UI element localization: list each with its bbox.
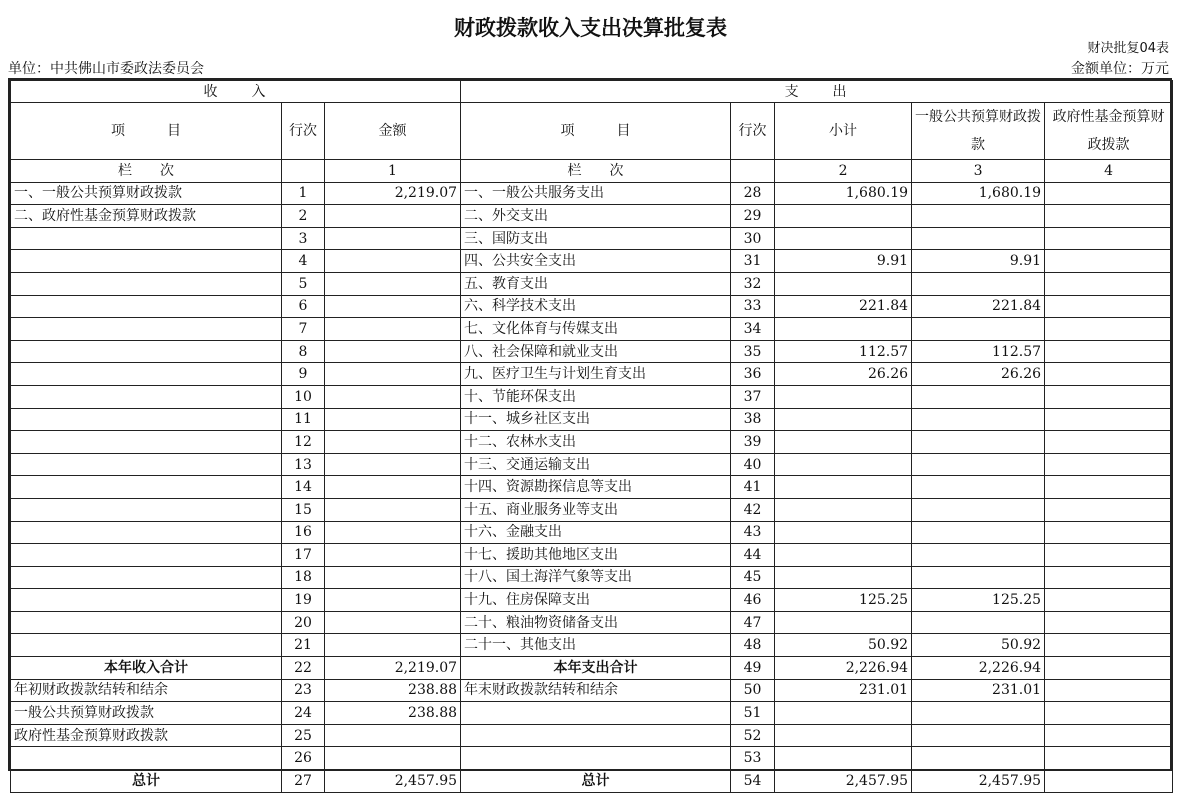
column-header-row <box>11 103 1173 160</box>
expense-item-cell: 十、节能环保支出 <box>461 385 731 408</box>
subtotal-cell: 50.92 <box>775 634 912 657</box>
income-line-no-cell: 9 <box>282 363 325 386</box>
table-row <box>11 498 1173 521</box>
fund-budget-cell <box>1045 205 1173 228</box>
income-section-header: 收 入 <box>11 81 461 103</box>
expense-item-cell: 一、一般公共服务支出 <box>461 182 731 205</box>
expense-line-no-cell: 34 <box>731 318 775 341</box>
subtotal-cell <box>775 747 912 770</box>
expense-line-no-cell: 29 <box>731 205 775 228</box>
income-amount-cell <box>325 318 461 341</box>
subtotal-cell <box>775 476 912 499</box>
general-budget-cell: 221.84 <box>912 295 1045 318</box>
general-budget-cell: 125.25 <box>912 589 1045 612</box>
expense-section-header: 支 出 <box>461 81 1173 103</box>
general-budget-cell <box>912 521 1045 544</box>
fund-budget-cell <box>1045 521 1173 544</box>
general-budget-cell <box>912 408 1045 431</box>
general-budget-cell <box>912 544 1045 567</box>
expense-line-no-cell: 53 <box>731 747 775 770</box>
expense-line-no-cell: 41 <box>731 476 775 499</box>
income-amount-header: 金额 <box>325 103 461 160</box>
income-line-no-cell: 17 <box>282 544 325 567</box>
expense-line-no-cell: 49 <box>731 657 775 680</box>
expense-item-cell: 二、外交支出 <box>461 205 731 228</box>
income-amount-cell <box>325 340 461 363</box>
income-line-no-cell: 18 <box>282 566 325 589</box>
income-item-cell <box>11 340 282 363</box>
income-amount-cell <box>325 272 461 295</box>
income-item-cell: 总计 <box>11 770 282 793</box>
page-title: 财政拨款收入支出决算批复表 <box>454 16 727 40</box>
column-number-3: 3 <box>912 160 1045 183</box>
subtotal-cell <box>775 318 912 341</box>
expense-item-cell: 总计 <box>461 770 731 793</box>
expense-line-no-cell: 38 <box>731 408 775 431</box>
income-line-no-cell: 27 <box>282 770 325 793</box>
fund-budget-cell <box>1045 770 1173 793</box>
table-row <box>11 385 1173 408</box>
general-budget-header: 一般公共预算财政拨款 <box>912 103 1045 160</box>
expense-item-cell: 三、国防支出 <box>461 227 731 250</box>
income-amount-cell: 238.88 <box>325 702 461 725</box>
expense-item-cell: 十一、城乡社区支出 <box>461 408 731 431</box>
income-item-cell <box>11 634 282 657</box>
table-row <box>11 770 1173 793</box>
fund-budget-cell <box>1045 747 1173 770</box>
table-row <box>11 724 1173 747</box>
expense-line-no-cell: 33 <box>731 295 775 318</box>
fund-budget-header: 政府性基金预算财政拨款 <box>1045 103 1173 160</box>
table-row <box>11 521 1173 544</box>
income-item-cell <box>11 295 282 318</box>
general-budget-cell <box>912 272 1045 295</box>
general-budget-cell <box>912 227 1045 250</box>
income-amount-cell <box>325 476 461 499</box>
column-number-4: 4 <box>1045 160 1173 183</box>
income-item-cell: 一、一般公共预算财政拨款 <box>11 182 282 205</box>
expense-item-cell: 十七、援助其他地区支出 <box>461 544 731 567</box>
expense-item-cell: 十三、交通运输支出 <box>461 453 731 476</box>
table-row <box>11 295 1173 318</box>
approval-table <box>10 80 1173 793</box>
expense-line-no-cell: 47 <box>731 611 775 634</box>
expense-line-no-cell: 44 <box>731 544 775 567</box>
income-item-cell <box>11 589 282 612</box>
fund-budget-cell <box>1045 408 1173 431</box>
expense-item-cell: 十九、住房保障支出 <box>461 589 731 612</box>
expense-item-cell: 十五、商业服务业等支出 <box>461 498 731 521</box>
subtotal-cell <box>775 724 912 747</box>
income-line-no-cell: 24 <box>282 702 325 725</box>
empty-cell <box>282 160 325 183</box>
income-amount-cell <box>325 363 461 386</box>
subtotal-cell <box>775 566 912 589</box>
income-amount-cell: 2,219.07 <box>325 182 461 205</box>
expense-item-cell <box>461 724 731 747</box>
income-amount-cell <box>325 408 461 431</box>
income-amount-cell <box>325 250 461 273</box>
fund-budget-cell <box>1045 453 1173 476</box>
expense-item-cell: 六、科学技术支出 <box>461 295 731 318</box>
income-amount-cell <box>325 205 461 228</box>
income-amount-cell <box>325 566 461 589</box>
expense-line-no-cell: 39 <box>731 431 775 454</box>
table-row <box>11 182 1173 205</box>
subtotal-cell: 231.01 <box>775 679 912 702</box>
general-budget-cell: 2,226.94 <box>912 657 1045 680</box>
expense-line-no-cell: 42 <box>731 498 775 521</box>
fund-budget-cell <box>1045 318 1173 341</box>
income-amount-cell <box>325 385 461 408</box>
expense-item-cell: 八、社会保障和就业支出 <box>461 340 731 363</box>
subtotal-cell <box>775 521 912 544</box>
income-line-no-cell: 10 <box>282 385 325 408</box>
income-amount-cell <box>325 227 461 250</box>
general-budget-cell <box>912 611 1045 634</box>
fund-budget-cell <box>1045 340 1173 363</box>
income-line-no-cell: 7 <box>282 318 325 341</box>
income-item-cell <box>11 250 282 273</box>
table-row <box>11 318 1173 341</box>
income-line-no-cell: 23 <box>282 679 325 702</box>
income-item-cell <box>11 453 282 476</box>
expense-line-no-cell: 54 <box>731 770 775 793</box>
income-item-cell <box>11 747 282 770</box>
income-item-cell <box>11 272 282 295</box>
income-item-cell: 本年收入合计 <box>11 657 282 680</box>
general-budget-cell <box>912 318 1045 341</box>
income-line-no-cell: 20 <box>282 611 325 634</box>
table-row <box>11 340 1173 363</box>
table-row <box>11 250 1173 273</box>
general-budget-cell <box>912 476 1045 499</box>
fund-budget-cell <box>1045 250 1173 273</box>
income-item-cell <box>11 544 282 567</box>
expense-item-cell: 本年支出合计 <box>461 657 731 680</box>
subtotal-cell <box>775 385 912 408</box>
fund-budget-cell <box>1045 724 1173 747</box>
income-amount-cell <box>325 589 461 612</box>
income-amount-cell: 2,457.95 <box>325 770 461 793</box>
income-item-cell <box>11 408 282 431</box>
expense-item-cell: 十八、国土海洋气象等支出 <box>461 566 731 589</box>
general-budget-cell: 50.92 <box>912 634 1045 657</box>
table-row <box>11 611 1173 634</box>
fund-budget-cell <box>1045 634 1173 657</box>
income-line-no-cell: 21 <box>282 634 325 657</box>
fund-budget-cell <box>1045 657 1173 680</box>
general-budget-cell: 26.26 <box>912 363 1045 386</box>
table-row <box>11 657 1173 680</box>
fund-budget-cell <box>1045 702 1173 725</box>
income-amount-cell <box>325 453 461 476</box>
table-row <box>11 544 1173 567</box>
income-line-no-cell: 13 <box>282 453 325 476</box>
expense-item-cell <box>461 747 731 770</box>
fund-budget-cell <box>1045 566 1173 589</box>
income-item-cell <box>11 318 282 341</box>
income-amount-cell <box>325 431 461 454</box>
fund-budget-cell <box>1045 544 1173 567</box>
income-amount-cell: 238.88 <box>325 679 461 702</box>
general-budget-cell <box>912 747 1045 770</box>
income-line-no-cell: 12 <box>282 431 325 454</box>
fund-budget-cell <box>1045 498 1173 521</box>
table-row <box>11 679 1173 702</box>
general-budget-cell <box>912 724 1045 747</box>
income-item-cell <box>11 566 282 589</box>
form-number: 财决批复04表 <box>1087 41 1169 56</box>
subtotal-cell <box>775 544 912 567</box>
table-row <box>11 227 1173 250</box>
income-line-no-cell: 16 <box>282 521 325 544</box>
income-amount-cell <box>325 611 461 634</box>
income-item-cell <box>11 227 282 250</box>
subtotal-cell: 2,457.95 <box>775 770 912 793</box>
income-item-cell <box>11 498 282 521</box>
income-amount-cell <box>325 634 461 657</box>
subtotal-cell: 1,680.19 <box>775 182 912 205</box>
expense-item-cell: 九、医疗卫生与计划生育支出 <box>461 363 731 386</box>
general-budget-cell <box>912 498 1045 521</box>
income-line-no-cell: 3 <box>282 227 325 250</box>
income-amount-cell <box>325 521 461 544</box>
section-header-row <box>11 81 1173 103</box>
income-line-no-cell: 6 <box>282 295 325 318</box>
expense-line-no-cell: 35 <box>731 340 775 363</box>
expense-item-cell: 四、公共安全支出 <box>461 250 731 273</box>
expense-line-no-cell: 28 <box>731 182 775 205</box>
income-line-no-cell: 11 <box>282 408 325 431</box>
subtotal-cell: 221.84 <box>775 295 912 318</box>
fund-budget-cell <box>1045 385 1173 408</box>
expense-line-no-cell: 52 <box>731 724 775 747</box>
income-line-no-cell: 1 <box>282 182 325 205</box>
general-budget-cell: 231.01 <box>912 679 1045 702</box>
fund-budget-cell <box>1045 182 1173 205</box>
income-amount-cell <box>325 747 461 770</box>
subtotal-cell <box>775 205 912 228</box>
income-line-no-cell: 26 <box>282 747 325 770</box>
subtotal-cell: 125.25 <box>775 589 912 612</box>
subtotal-cell <box>775 431 912 454</box>
table-row <box>11 566 1173 589</box>
table-row <box>11 272 1173 295</box>
expense-item-cell: 二十一、其他支出 <box>461 634 731 657</box>
general-budget-cell: 1,680.19 <box>912 182 1045 205</box>
income-item-header: 项 目 <box>11 103 282 160</box>
income-item-cell <box>11 521 282 544</box>
income-amount-cell <box>325 544 461 567</box>
fund-budget-cell <box>1045 476 1173 499</box>
expense-item-header: 项 目 <box>461 103 731 160</box>
general-budget-cell <box>912 453 1045 476</box>
expense-line-no-cell: 46 <box>731 589 775 612</box>
income-line-no-cell: 22 <box>282 657 325 680</box>
table-row <box>11 431 1173 454</box>
income-amount-cell <box>325 724 461 747</box>
expense-line-no-cell: 43 <box>731 521 775 544</box>
income-line-no-cell: 8 <box>282 340 325 363</box>
table-row <box>11 702 1173 725</box>
fund-budget-cell <box>1045 227 1173 250</box>
table-row <box>11 363 1173 386</box>
column-number-row <box>11 160 1173 183</box>
table-row <box>11 634 1173 657</box>
fund-budget-cell <box>1045 589 1173 612</box>
subtotal-cell <box>775 272 912 295</box>
subtotal-cell <box>775 702 912 725</box>
expense-item-cell: 十四、资源勘探信息等支出 <box>461 476 731 499</box>
expense-line-no-cell: 40 <box>731 453 775 476</box>
expense-line-no-header: 行次 <box>731 103 775 160</box>
income-item-cell <box>11 431 282 454</box>
income-column-label: 栏 次 <box>11 160 282 183</box>
income-item-cell: 二、政府性基金预算财政拨款 <box>11 205 282 228</box>
general-budget-cell: 112.57 <box>912 340 1045 363</box>
table-row <box>11 476 1173 499</box>
subtotal-header: 小计 <box>775 103 912 160</box>
income-line-no-cell: 5 <box>282 272 325 295</box>
table-row <box>11 589 1173 612</box>
subtotal-cell <box>775 408 912 431</box>
income-line-no-cell: 2 <box>282 205 325 228</box>
fund-budget-cell <box>1045 611 1173 634</box>
income-line-no-cell: 14 <box>282 476 325 499</box>
subtotal-cell <box>775 611 912 634</box>
expense-line-no-cell: 32 <box>731 272 775 295</box>
expense-item-cell: 五、教育支出 <box>461 272 731 295</box>
expense-item-cell: 二十、粮油物资储备支出 <box>461 611 731 634</box>
income-line-no-cell: 15 <box>282 498 325 521</box>
fund-budget-cell <box>1045 295 1173 318</box>
income-item-cell: 年初财政拨款结转和结余 <box>11 679 282 702</box>
subtotal-cell: 26.26 <box>775 363 912 386</box>
expense-item-cell: 年末财政拨款结转和结余 <box>461 679 731 702</box>
subtotal-cell <box>775 453 912 476</box>
subtotal-cell <box>775 227 912 250</box>
general-budget-cell <box>912 431 1045 454</box>
general-budget-cell <box>912 702 1045 725</box>
subtotal-cell: 9.91 <box>775 250 912 273</box>
expense-line-no-cell: 31 <box>731 250 775 273</box>
general-budget-cell <box>912 385 1045 408</box>
expense-line-no-cell: 36 <box>731 363 775 386</box>
expense-column-label: 栏 次 <box>461 160 731 183</box>
subtotal-cell <box>775 498 912 521</box>
expense-line-no-cell: 45 <box>731 566 775 589</box>
income-amount-cell <box>325 498 461 521</box>
fund-budget-cell <box>1045 363 1173 386</box>
expense-item-cell: 十六、金融支出 <box>461 521 731 544</box>
income-item-cell <box>11 611 282 634</box>
money-unit-label: 金额单位：万元 <box>1071 61 1169 77</box>
expense-line-no-cell: 50 <box>731 679 775 702</box>
income-item-cell <box>11 363 282 386</box>
general-budget-cell: 9.91 <box>912 250 1045 273</box>
expense-item-cell: 七、文化体育与传媒支出 <box>461 318 731 341</box>
expense-line-no-cell: 51 <box>731 702 775 725</box>
income-item-cell <box>11 385 282 408</box>
fund-budget-cell <box>1045 431 1173 454</box>
table-row <box>11 205 1173 228</box>
unit-label: 单位：中共佛山市委政法委员会 <box>8 61 204 77</box>
column-number-2: 2 <box>775 160 912 183</box>
income-item-cell: 一般公共预算财政拨款 <box>11 702 282 725</box>
table-row <box>11 408 1173 431</box>
income-item-cell <box>11 476 282 499</box>
general-budget-cell <box>912 205 1045 228</box>
fund-budget-cell <box>1045 272 1173 295</box>
subtotal-cell: 2,226.94 <box>775 657 912 680</box>
expense-item-cell: 十二、农林水支出 <box>461 431 731 454</box>
income-line-no-cell: 25 <box>282 724 325 747</box>
subtotal-cell: 112.57 <box>775 340 912 363</box>
income-line-no-cell: 19 <box>282 589 325 612</box>
expense-item-cell <box>461 702 731 725</box>
income-line-no-cell: 4 <box>282 250 325 273</box>
income-amount-cell <box>325 295 461 318</box>
expense-line-no-cell: 30 <box>731 227 775 250</box>
fund-budget-cell <box>1045 679 1173 702</box>
table-row <box>11 747 1173 770</box>
income-amount-cell: 2,219.07 <box>325 657 461 680</box>
column-number-1: 1 <box>325 160 461 183</box>
general-budget-cell <box>912 566 1045 589</box>
table-row <box>11 453 1173 476</box>
general-budget-cell: 2,457.95 <box>912 770 1045 793</box>
expense-line-no-cell: 37 <box>731 385 775 408</box>
income-item-cell: 政府性基金预算财政拨款 <box>11 724 282 747</box>
expense-line-no-cell: 48 <box>731 634 775 657</box>
income-line-no-header: 行次 <box>282 103 325 160</box>
empty-cell <box>731 160 775 183</box>
